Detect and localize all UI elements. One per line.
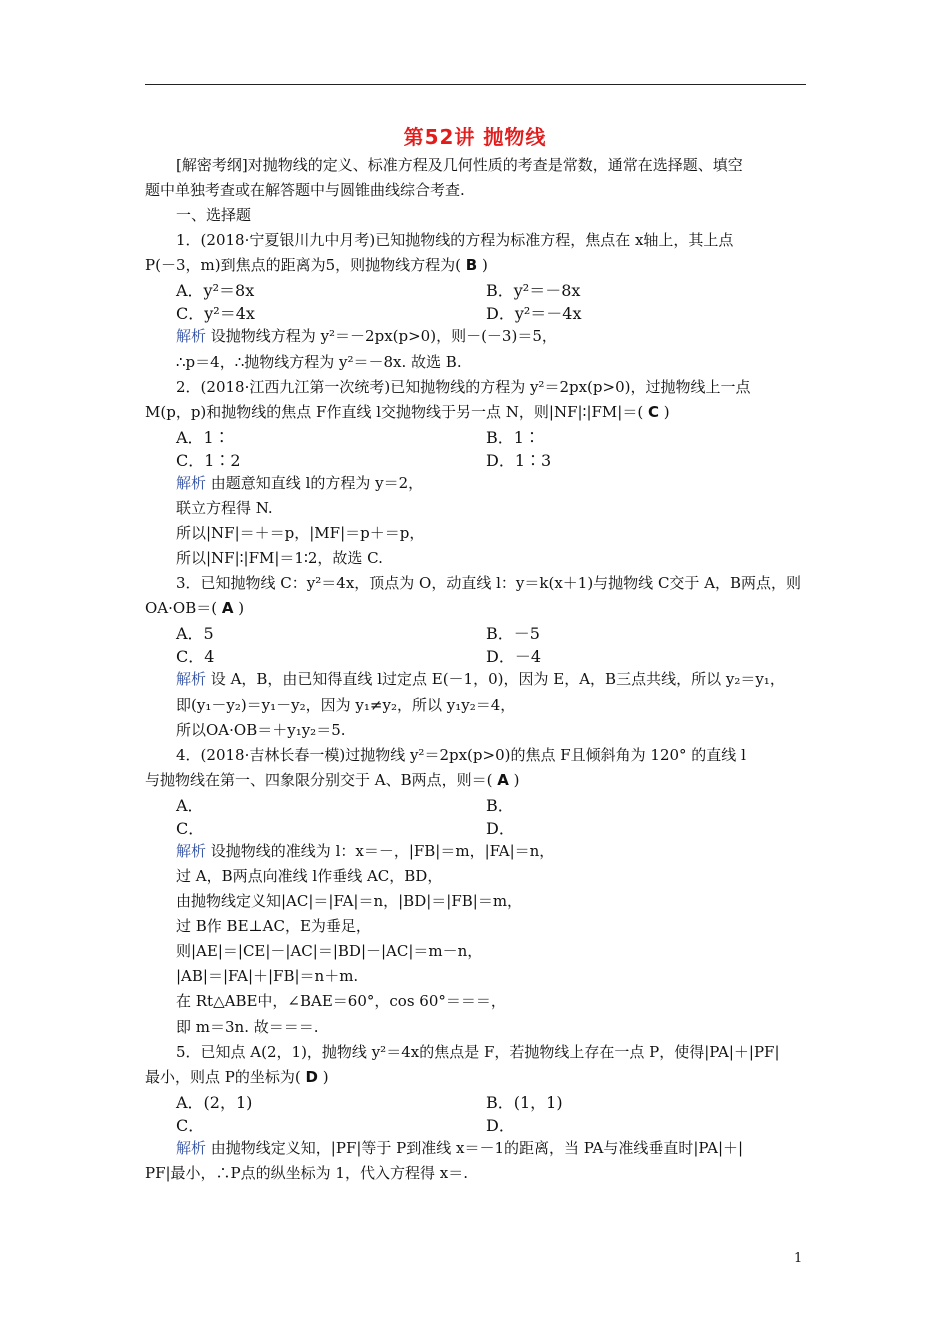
option-a: A．1∶ xyxy=(176,427,230,447)
option-a: A．y²＝8x xyxy=(176,281,255,301)
analysis-label: 解析 xyxy=(176,327,207,346)
analysis-line: 过 A，B两点向准线 l作垂线 AC，BD， xyxy=(176,866,443,885)
analysis-label: 解析 xyxy=(176,1138,207,1157)
analysis-label: 解析 xyxy=(176,670,207,689)
analysis-line: 解析 设抛物线的准线为 l：x＝－，|FB|＝m，|FA|＝n， xyxy=(176,841,555,860)
question-2-stem: 2．(2018·江西九江第一次统考)已知抛物线的方程为 y²＝2px(p>0)，过抛物线上一点 xyxy=(176,377,751,396)
analysis-line: 联立方程得 N. xyxy=(176,498,273,517)
answer-4: A xyxy=(497,770,509,789)
question-1-stem: P(－3，m)到焦点的距离为5，则抛物线方程为( B ) xyxy=(145,256,488,275)
option-c: C．y²＝4x xyxy=(176,304,255,324)
option-row xyxy=(145,644,807,667)
option-row xyxy=(145,301,807,324)
analysis-line: 过 B作 BE⊥AC，E为垂足， xyxy=(176,917,371,936)
option-c: C． xyxy=(176,818,205,838)
question-4-stem: 与抛物线在第一、四象限分别交于 A、B两点，则＝( A ) xyxy=(145,770,520,789)
option-b: B．y²＝－8x xyxy=(486,281,581,301)
option-d: D．y²＝－4x xyxy=(486,304,582,324)
analysis-line: 解析 由题意知直线 l的方程为 y＝2， xyxy=(176,473,424,492)
option-row xyxy=(145,425,807,448)
question-4-stem: 4．(2018·吉林长春一模)过抛物线 y²＝2px(p>0)的焦点 F且倾斜角为 120° 的直线 l xyxy=(176,745,746,764)
page-number: 1 xyxy=(794,1251,803,1266)
question-3-stem: OA·OB＝( A ) xyxy=(145,599,245,618)
option-row xyxy=(145,1113,807,1136)
analysis-label: 解析 xyxy=(176,841,207,860)
answer-3: A xyxy=(221,599,234,618)
option-row xyxy=(145,816,807,839)
question-5-stem: 5．已知点 A(2，1)，抛物线 y²＝4x的焦点是 F，若抛物线上存在一点 P，使得|PA|＋|PF| xyxy=(176,1042,780,1061)
analysis-line: ∴p＝4，∴抛物线方程为 y²＝－8x. 故选 B. xyxy=(176,352,462,371)
option-d: D．1∶3 xyxy=(486,450,552,470)
analysis-line: |AB|＝|FA|＋|FB|＝n＋m. xyxy=(176,967,359,986)
option-b: B． xyxy=(486,795,514,815)
option-c: C． xyxy=(176,1115,205,1135)
page-title: 第52讲 抛物线 xyxy=(403,125,547,149)
analysis-line: 解析 设抛物线方程为 y²＝－2px(p>0)，则－(－3)＝5， xyxy=(176,327,557,346)
option-c: C．1∶2 xyxy=(176,450,241,470)
option-row xyxy=(145,793,807,816)
header-rule xyxy=(145,84,806,85)
option-b: B．－5 xyxy=(486,624,540,644)
option-a: A． xyxy=(176,795,204,815)
option-b: B．1∶ xyxy=(486,427,540,447)
analysis-line: 则|AE|＝|CE|－|AC|＝|BD|－|AC|＝m－n， xyxy=(176,942,483,961)
option-d: D．－4 xyxy=(486,647,542,667)
analysis-line: 由抛物线定义知|AC|＝|FA|＝n，|BD|＝|FB|＝m， xyxy=(176,892,523,911)
analysis-line: 所以|NF|∶|FM|＝1∶2，故选 C. xyxy=(176,549,383,568)
analysis-line: 即(y₁－y₂)＝y₁－y₂，因为 y₁≠y₂，所以 y₁y₂＝4， xyxy=(176,695,516,714)
option-row xyxy=(145,448,807,471)
option-b: B．(1，1) xyxy=(486,1092,563,1112)
question-1-stem: 1．(2018·宁夏银川九中月考)已知抛物线的方程为标准方程，焦点在 x轴上，其上点 xyxy=(176,231,734,250)
analysis-line: 解析 由抛物线定义知，|PF|等于 P到准线 x＝－1的距离，当 PA与准线垂直时|PA|＋| xyxy=(176,1138,744,1157)
question-3-stem: 3．已知抛物线 C：y²＝4x，顶点为 O，动直线 l：y＝k(x＋1)与抛物线 C交于 A，B两点，则 xyxy=(176,574,802,593)
section-heading: 一、选择题 xyxy=(176,206,252,225)
document-body xyxy=(145,153,807,1186)
intro-line: [解密考纲]对抛物线的定义、标准方程及几何性质的考查是常数，通常在选择题、填空 xyxy=(176,156,743,174)
question-5-stem: 最小，则点 P的坐标为( D ) xyxy=(145,1067,329,1086)
analysis-line: 即 m＝3n. 故＝＝＝. xyxy=(176,1017,319,1036)
option-row xyxy=(145,1090,807,1113)
answer-2: C xyxy=(647,402,659,421)
analysis-line: 所以OA·OB＝＋y₁y₂＝5. xyxy=(176,720,346,739)
answer-5: D xyxy=(305,1067,318,1086)
question-2-stem: M(p，p)和抛物线的焦点 F作直线 l交抛物线于另一点 N，则|NF|∶|FM|＝( C ) xyxy=(145,402,670,421)
option-row xyxy=(145,278,807,301)
analysis-line: 解析 设 A，B，由已知得直线 l过定点 E(－1，0)，因为 E，A，B三点共线，所以 y₂＝y₁， xyxy=(176,670,785,689)
analysis-line: 所以|NF|＝＋＝p，|MF|＝p＋＝p， xyxy=(176,524,425,543)
option-d: D． xyxy=(486,818,515,838)
analysis-line: PF|最小，∴P点的纵坐标为 1，代入方程得 x＝. xyxy=(145,1163,468,1182)
answer-1: B xyxy=(465,256,478,275)
analysis-label: 解析 xyxy=(176,473,207,492)
intro-line: 题中单独考查或在解答题中与圆锥曲线综合考查. xyxy=(145,181,465,200)
option-c: C．4 xyxy=(176,647,215,667)
option-a: A．(2，1) xyxy=(176,1092,253,1112)
analysis-line: 在 Rt△ABE中，∠BAE＝60°，cos 60°＝＝＝， xyxy=(176,992,506,1011)
option-row xyxy=(145,621,807,644)
option-a: A．5 xyxy=(176,624,214,644)
option-d: D． xyxy=(486,1115,515,1135)
